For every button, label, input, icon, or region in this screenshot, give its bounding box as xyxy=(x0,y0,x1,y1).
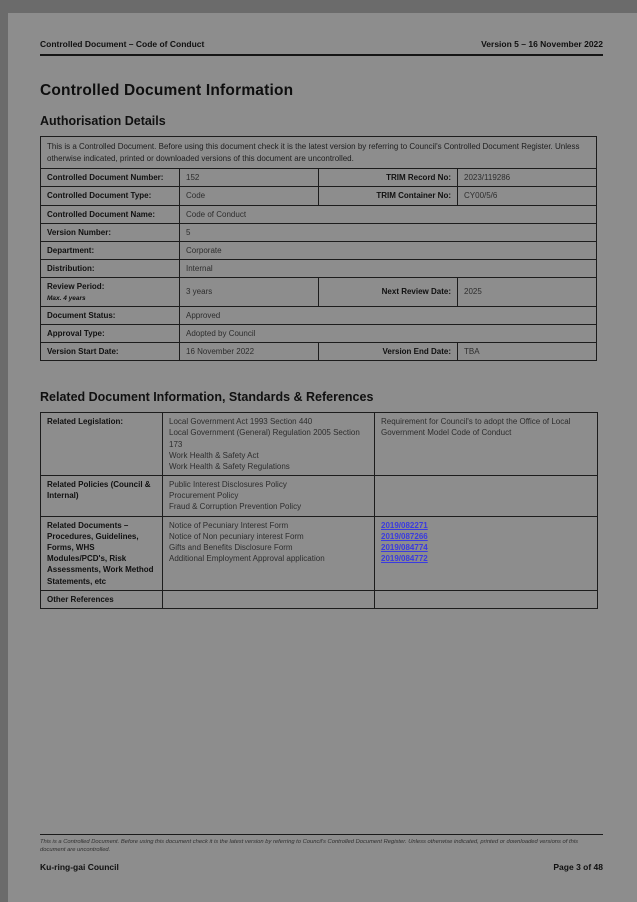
review-period-sub-label: Max. 4 years xyxy=(47,294,86,302)
label-related-documents: Related Documents – Procedures, Guidelines, Forms, WHS Modules/PCD's, Risk Assessments, Work Method Statements, etc xyxy=(41,516,163,590)
header-rule xyxy=(40,54,603,56)
table-row xyxy=(41,205,597,223)
legislation-item: Local Government (General) Regulation 2005 Section 173 xyxy=(169,428,360,449)
table-row xyxy=(41,476,598,517)
empty-cell xyxy=(375,590,598,608)
value-trim-record-no: 2023/119286 xyxy=(458,169,597,187)
value-controlled-document-number: 152 xyxy=(180,169,319,187)
footer-page-number: Page 3 of 48 xyxy=(553,862,603,872)
header-document-title: Controlled Document – Code of Conduct xyxy=(40,39,205,49)
table-row xyxy=(41,590,598,608)
table-row xyxy=(41,241,597,259)
section-heading-authorisation: Authorisation Details xyxy=(40,114,166,128)
page-title: Controlled Document Information xyxy=(40,82,294,99)
page-header xyxy=(40,39,603,49)
value-document-status: Approved xyxy=(180,306,597,324)
trim-link[interactable]: 2019/084774 xyxy=(381,543,428,553)
controlled-document-note: This is a Controlled Document. Before using this document check it is the latest version by referring to Council's Controlled Document Register. Unless otherwise indicated, printed or downloaded versions of this document are uncontrolled. xyxy=(41,137,597,169)
label-review-period xyxy=(41,278,180,306)
value-trim-container-no: CY00/5/6 xyxy=(458,187,597,205)
label-related-legislation: Related Legislation: xyxy=(41,413,163,476)
document-item: Gifts and Benefits Disclosure Form xyxy=(169,543,293,553)
value-version-number: 5 xyxy=(180,223,597,241)
trim-link[interactable]: 2019/087266 xyxy=(381,531,428,541)
table-row xyxy=(41,278,597,306)
table-row xyxy=(41,187,597,205)
label-trim-container-no: TRIM Container No: xyxy=(319,187,458,205)
related-documents-table xyxy=(40,412,598,609)
label-trim-record-no: TRIM Record No: xyxy=(319,169,458,187)
value-approval-type: Adopted by Council xyxy=(180,324,597,342)
page-footer xyxy=(40,834,603,872)
legislation-item: Work Health & Safety Act xyxy=(169,450,259,460)
policy-item: Fraud & Corruption Prevention Policy xyxy=(169,502,302,512)
table-row xyxy=(41,137,597,169)
trim-link[interactable]: 2019/084772 xyxy=(381,554,428,564)
document-item: Notice of Pecuniary Interest Form xyxy=(169,520,289,530)
value-related-policies xyxy=(163,476,375,517)
value-version-end-date: TBA xyxy=(458,342,597,360)
review-period-label-text: Review Period: xyxy=(47,282,105,292)
policy-item: Procurement Policy xyxy=(169,491,239,501)
label-version-start-date: Version Start Date: xyxy=(41,342,180,360)
authorisation-table xyxy=(40,136,597,361)
legislation-item: Work Health & Safety Regulations xyxy=(169,461,290,471)
note-related-legislation: Requirement for Council's to adopt the Office of Local Government Model Code of Conduct xyxy=(375,413,598,476)
value-related-legislation xyxy=(163,413,375,476)
footer-disclaimer: This is a Controlled Document. Before using this document check it is the latest version by referring to Council's Controlled Document Register. Unless otherwise indicated, printed or downloaded versions of this document are uncontrolled. xyxy=(40,838,579,854)
policy-item: Public Interest Disclosures Policy xyxy=(169,480,287,490)
label-controlled-document-number: Controlled Document Number: xyxy=(41,169,180,187)
label-version-number: Version Number: xyxy=(41,223,180,241)
related-document-links xyxy=(375,516,598,590)
header-version-date: Version 5 – 16 November 2022 xyxy=(481,39,603,49)
label-distribution: Distribution: xyxy=(41,260,180,278)
table-row xyxy=(41,516,598,590)
value-department: Corporate xyxy=(180,241,597,259)
table-row xyxy=(41,169,597,187)
label-controlled-document-name: Controlled Document Name: xyxy=(41,205,180,223)
section-heading-related: Related Document Information, Standards & References xyxy=(40,390,374,405)
footer-organisation: Ku-ring-gai Council xyxy=(40,862,119,872)
value-controlled-document-type: Code xyxy=(180,187,319,205)
label-approval-type: Approval Type: xyxy=(41,324,180,342)
footer-row xyxy=(40,862,603,872)
label-next-review-date: Next Review Date: xyxy=(319,278,458,306)
page-content xyxy=(8,13,637,609)
label-document-status: Document Status: xyxy=(41,306,180,324)
document-page xyxy=(8,13,637,902)
table-row xyxy=(41,342,597,360)
value-related-documents xyxy=(163,516,375,590)
label-other-references: Other References xyxy=(41,590,163,608)
label-related-policies: Related Policies (Council & Internal) xyxy=(41,476,163,517)
table-row xyxy=(41,324,597,342)
label-controlled-document-type: Controlled Document Type: xyxy=(41,187,180,205)
footer-rule xyxy=(40,834,603,835)
value-next-review-date: 2025 xyxy=(458,278,597,306)
label-department: Department: xyxy=(41,241,180,259)
document-item: Notice of Non pecuniary interest Form xyxy=(169,531,304,541)
empty-cell xyxy=(375,476,598,517)
empty-cell xyxy=(163,590,375,608)
value-review-period: 3 years xyxy=(180,278,319,306)
table-row xyxy=(41,223,597,241)
value-distribution: Internal xyxy=(180,260,597,278)
table-row xyxy=(41,306,597,324)
table-row xyxy=(41,260,597,278)
document-item: Additional Employment Approval application xyxy=(169,554,325,564)
value-version-start-date: 16 November 2022 xyxy=(180,342,319,360)
label-version-end-date: Version End Date: xyxy=(319,342,458,360)
trim-link[interactable]: 2019/082271 xyxy=(381,520,428,530)
table-row xyxy=(41,413,598,476)
value-controlled-document-name: Code of Conduct xyxy=(180,205,597,223)
legislation-item: Local Government Act 1993 Section 440 xyxy=(169,417,313,427)
